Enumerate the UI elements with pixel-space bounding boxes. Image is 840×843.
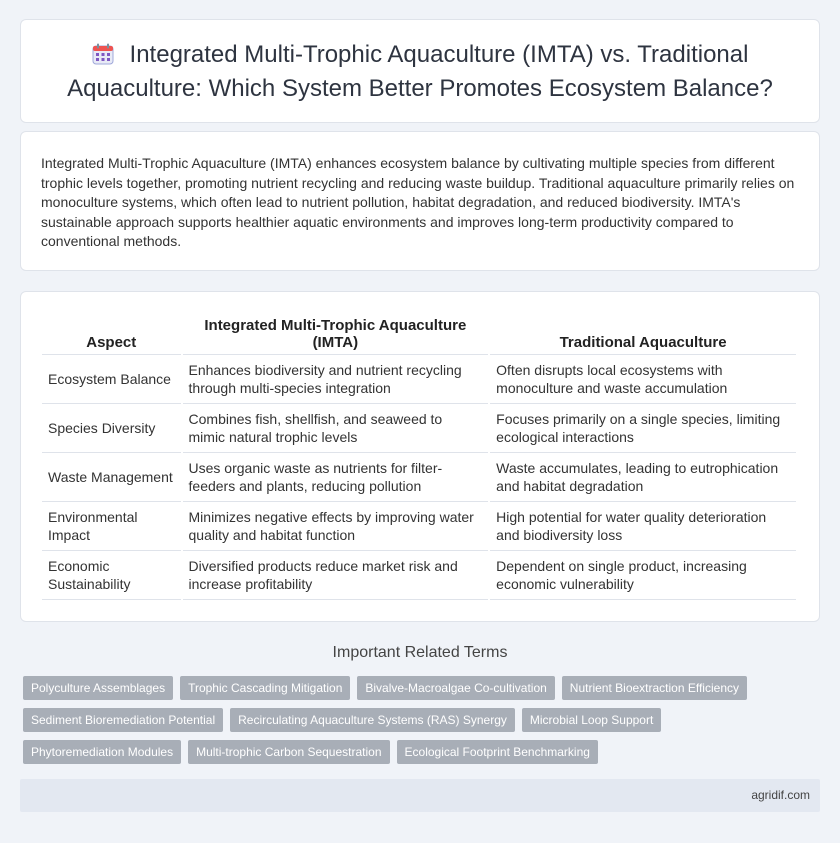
aspect-cell: Waste Management [42,453,181,502]
aspect-cell: Environmental Impact [42,502,181,551]
table-row [42,453,796,502]
related-term-tag[interactable]: Bivalve-Macroalgae Co-cultivation [357,676,554,700]
aspect-cell: Economic Sustainability [42,551,181,600]
traditional-cell: Focuses primarily on a single species, limiting ecological interactions [490,404,796,453]
related-terms-heading: Important Related Terms [332,644,508,661]
tag-row [23,740,823,764]
related-term-tag[interactable]: Polyculture Assemblages [23,676,173,700]
traditional-cell: Waste accumulates, leading to eutrophication and habitat degradation [490,453,796,502]
imta-cell: Minimizes negative effects by improving water quality and habitat function [183,502,489,551]
related-term-tag[interactable]: Nutrient Bioextraction Efficiency [562,676,747,700]
related-term-tag[interactable]: Phytoremediation Modules [23,740,181,764]
imta-cell: Diversified products reduce market risk and increase profitability [183,551,489,600]
page-title-text: Integrated Multi-Trophic Aquaculture (IMTA) vs. Traditional Aquaculture: Which System Better Promotes Ecosystem Balance? [67,40,773,102]
aspect-cell: Ecosystem Balance [42,355,181,404]
related-term-tag[interactable]: Sediment Bioremediation Potential [23,708,223,732]
traditional-cell: High potential for water quality deterioration and biodiversity loss [490,502,796,551]
comparison-table-card [20,291,820,622]
tag-row [23,676,823,700]
title-card [20,19,820,123]
imta-cell: Enhances biodiversity and nutrient recycling through multi-species integration [183,355,489,404]
intro-card [20,131,820,271]
related-term-tag[interactable]: Multi-trophic Carbon Sequestration [188,740,389,764]
calendar-icon [92,42,114,73]
traditional-cell: Often disrupts local ecosystems with monoculture and waste accumulation [490,355,796,404]
tag-row [23,708,823,732]
page-title [61,39,779,104]
related-term-tag[interactable]: Microbial Loop Support [522,708,661,732]
aspect-cell: Species Diversity [42,404,181,453]
table-row [42,404,796,453]
table-row [42,355,796,404]
footer-site-link[interactable]: agridif.com [751,788,810,802]
table-row [42,551,796,600]
related-terms-tags [23,676,823,772]
column-header-aspect: Aspect [42,310,181,355]
column-header-traditional: Traditional Aquaculture [490,310,796,355]
related-term-tag[interactable]: Recirculating Aquaculture Systems (RAS) Synergy [230,708,515,732]
imta-cell: Combines fish, shellfish, and seaweed to mimic natural trophic levels [183,404,489,453]
imta-cell: Uses organic waste as nutrients for filter-feeders and plants, reducing pollution [183,453,489,502]
traditional-cell: Dependent on single product, increasing economic vulnerability [490,551,796,600]
table-header-row [42,310,796,355]
intro-paragraph: Integrated Multi-Trophic Aquaculture (IMTA) enhances ecosystem balance by cultivating multiple species from different trophic levels together, promoting nutrient recycling and reducing waste buildup. Traditional aquaculture primarily relies on monoculture systems, which often lead to nutrient pollution, habitat degradation, and reduced biodiversity. IMTA's sustainable approach supports healthier aquatic environments and improves long-term productivity compared to conventional methods. [41,155,795,249]
footer [20,779,820,812]
related-term-tag[interactable]: Ecological Footprint Benchmarking [397,740,598,764]
related-term-tag[interactable]: Trophic Cascading Mitigation [180,676,350,700]
table-row [42,502,796,551]
column-header-imta: Integrated Multi-Trophic Aquaculture (IMTA) [183,310,489,355]
comparison-table [40,310,798,600]
